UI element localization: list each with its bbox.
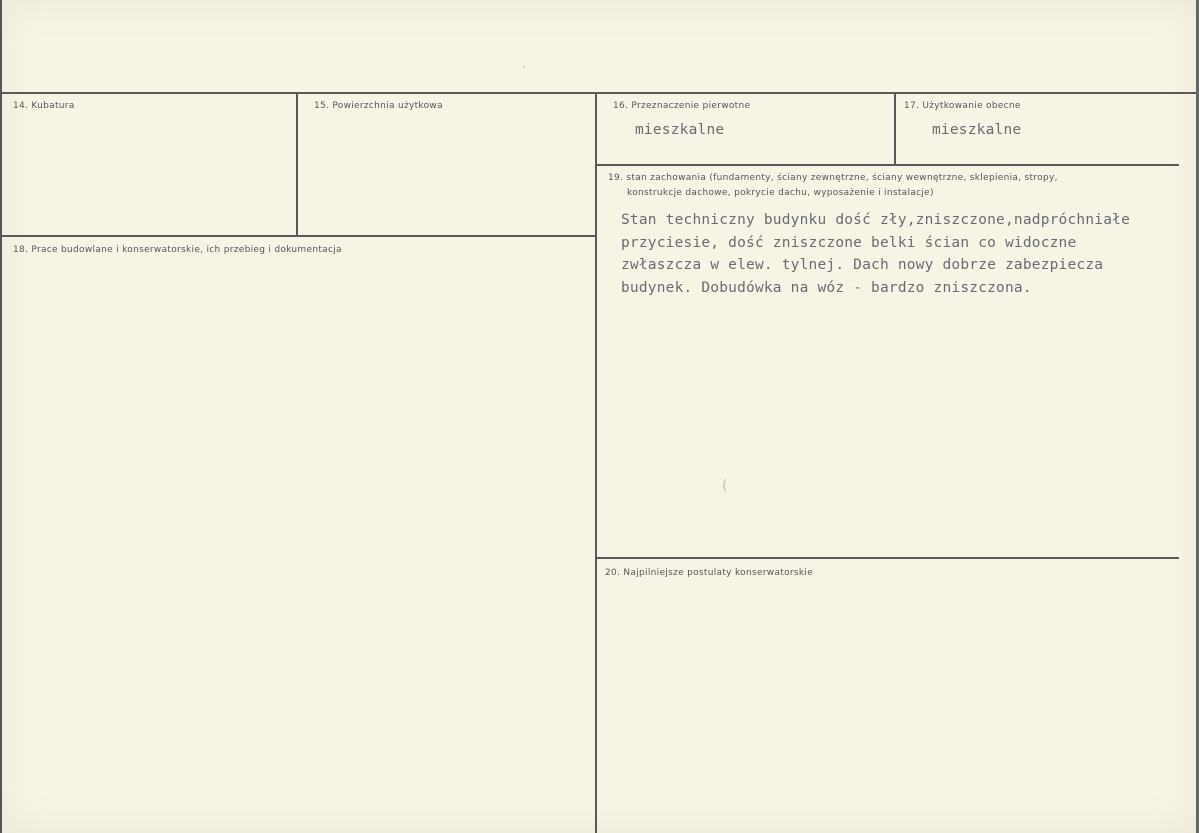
- field-19-value-line-3: zwłaszcza w elew. tylnej. Dach nowy dobrze zabezpiecza: [621, 257, 1104, 273]
- divider-16-17: [894, 93, 896, 164]
- paper-speck: (: [722, 478, 728, 494]
- field-17-label: 17. Użytkowanie obecne: [904, 101, 1021, 111]
- field-16-value: mieszkalne: [635, 122, 725, 138]
- field-17-value: mieszkalne: [932, 122, 1022, 138]
- rule-below-14-15: [2, 235, 595, 237]
- field-15-label: 15. Powierzchnia użytkowa: [314, 101, 443, 111]
- divider-14-15: [296, 93, 298, 236]
- rule-below-16-17: [597, 164, 1179, 166]
- field-19-label-line-2: konstrukcje dachowe, pokrycie dachu, wyposażenie i instalacje): [627, 188, 934, 198]
- field-19-value-line-4: budynek. Dobudówka na wóz - bardzo zniszczona.: [621, 279, 1032, 296]
- field-14-label: 14. Kubatura: [13, 101, 75, 111]
- divider-15-16: [595, 93, 597, 833]
- field-20-label: 20. Najpilniejsze postulaty konserwatorskie: [605, 568, 814, 578]
- rule-below-19: [597, 557, 1179, 559]
- field-18-label: 18. Prace budowlane i konserwatorskie, ich przebieg i dokumentacja: [13, 245, 342, 255]
- field-19-value: [621, 209, 1130, 299]
- paper-speck: ˊ: [521, 66, 526, 76]
- field-19-value-line-1: Stan techniczny budynku dość zły,zniszczone,nadpróchniałe: [621, 212, 1130, 228]
- top-rule: [2, 92, 1196, 94]
- field-19-label-line-1: 19. stan zachowania (fundamenty, ściany zewnętrzne, ściany wewnętrzne, sklepienia, stropy,: [608, 173, 1058, 183]
- card-left-edge: [0, 0, 2, 833]
- field-19-value-line-2: przyciesie, dość zniszczone belki ścian co widoczne: [621, 234, 1077, 251]
- field-16-label: 16. Przeznaczenie pierwotne: [613, 101, 751, 111]
